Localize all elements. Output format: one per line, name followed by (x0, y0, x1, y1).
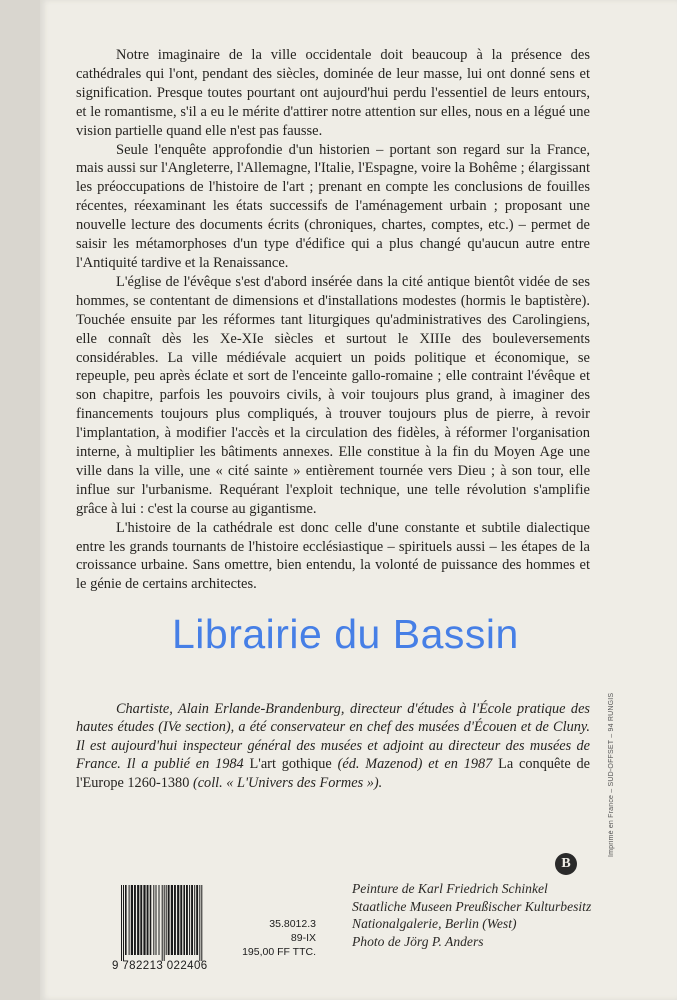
bio-title-1: L'art gothique (249, 756, 332, 773)
price-block (236, 917, 316, 959)
catalog-code: 35.8012.3 (269, 918, 316, 930)
credit-line-4: Photo de Jörg P. Anders (352, 933, 484, 949)
credit-line-1: Peinture de Karl Friedrich Schinkel (352, 881, 548, 896)
isbn-barcode (112, 883, 232, 975)
paragraph-3: L'église de l'évêque s'est d'abord insérée dans la cité antique bientôt vidée de ses hommes, se contentant de dimensions et d'installations modestes (hormis le baptistère). Touchée ensuite par les réformes tant liturgiques qu'administratives des Carolingiens, elle connaît dès les Xe-XIe siècles et surtout le XIIIe des bouleversements considérables. La ville médiévale acquiert un poids politique et économique, se repeuple, peu après éclate et sort de l'enceinte gallo-romaine ; elle contraint l'évêque et son chapitre, parfois les pouvoirs civils, à voir toujours plus grand, à imaginer des financements toujours plus compliqués, à trouver toujours plus de pierre, à revoir l'implantation, à modifier l'accès et la circulation des fidèles, à réformer l'organisation interne, à multiplier les bâtiments annexes. Elle constitue à la fin du Moyen Age une ville dans la ville, une « cité sainte » entièrement tournée vers Dieu ; à son tour, elle influe sur l'urbanisme. Requérant l'exploit technique, une telle révolution s'amplifie grâce à lui : c'est la course au gigantisme. (76, 273, 590, 517)
blurb-text (76, 46, 590, 594)
author-bio (76, 700, 590, 792)
barcode-number: 9 782213 022406 (112, 960, 208, 972)
publisher-logo-icon: B (555, 853, 577, 875)
paragraph-1: Notre imaginaire de la ville occidentale doit beaucoup à la présence des cathédrales qui l'ont, pendant des siècles, dominée de leur masse, lui ont donné sens et signification. Presque toutes pourtant ont aujourd'hui perdu l'essentiel de leurs entours, et le romantisme, s'il a eu le mérite d'attirer notre attention sur elles, nous en a légué une vision partielle quand elle n'est pas fausse. (76, 47, 590, 139)
bio-part-3: (coll. « L'Univers des Formes »). (192, 774, 383, 791)
credit-line-3: Nationalgalerie, Berlin (West) (352, 916, 517, 932)
bio-part-1: Chartiste, Alain Erlande-Brandenburg, directeur d'études à l'École pratique des hautes études (IVe section), a été conservateur en chef des musées d'Écouen et de Cluny. Il est aujourd'hui inspecteur général des musées et adjoint au directeur des musées de France. Il a publié en 1984 (76, 701, 590, 773)
paragraph-4: L'histoire de la cathédrale est donc celle d'une constante et subtile dialectique entre les grands tournants de l'histoire ecclésiastique – spirituels aussi – les étapes de la croissance urbaine. Sans omettre, bien entendu, la volonté de puissance des hommes et le génie de certains architectes. (76, 519, 590, 593)
credit-line-2: Staatliche Museen Preußischer Kulturbesitz (352, 898, 592, 914)
price-label: 195,00 FF TTC. (242, 946, 316, 958)
printer-imprint: Imprimé en France – SUD-OFFSET – 94 RUNGIS (608, 692, 615, 858)
barcode-icon (120, 885, 232, 961)
edition-code: 89-IX (290, 932, 316, 944)
bio-part-2: (éd. Mazenod) et en 1987 (337, 756, 493, 773)
bookseller-watermark: Librairie du Bassin (172, 611, 519, 657)
cover-credits (352, 880, 592, 950)
bio-title-2: La conquête de l'Europe 1260-1380 (76, 756, 590, 791)
paragraph-2: Seule l'enquête approfondie d'un historien – portant son regard sur la France, mais aussi sur l'Angleterre, l'Allemagne, l'Italie, l'Espagne, voire la Bohême ; élargissant les préoccupations de l'histoire de l'art ; prenant en compte les conclusions de fouilles récentes, réexaminant les états successifs de l'aménagement urbain ; proposant une nouvelle lecture des documents écrits (chroniques, chartes, comptes, etc.) – permet de saisir les métamorphoses d'un type d'édifice qui a plus changé qu'aucun autre entre l'Antiquité tardive et la Renaissance. (76, 141, 590, 271)
